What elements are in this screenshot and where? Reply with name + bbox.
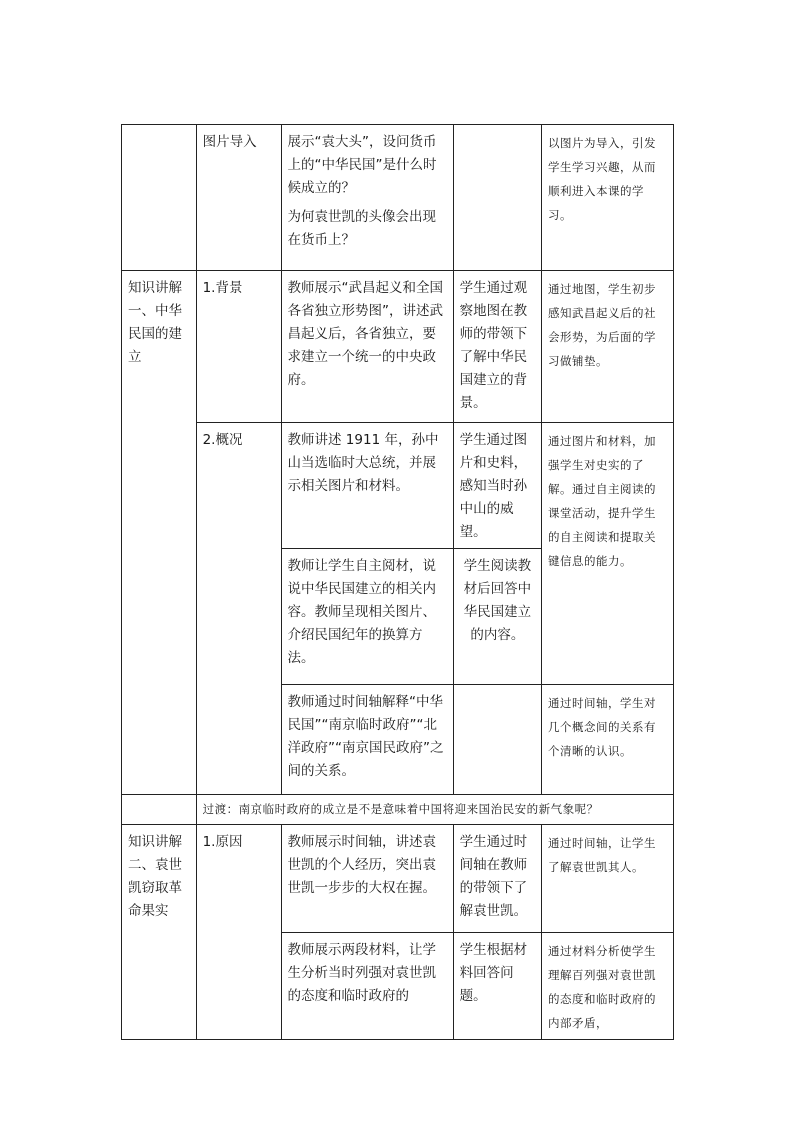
- transition-cell: 过渡：南京临时政府的成立是不是意味着中国将迎来国治民安的新气象呢？: [196, 795, 673, 825]
- student-activity-cell: [453, 685, 541, 795]
- table-row: [122, 423, 674, 549]
- student-activity-cell: 学生根据材料回答问题。: [453, 933, 541, 1040]
- lesson-plan-table: [121, 124, 674, 1040]
- section-cell: [122, 125, 197, 271]
- topic-cell: 图片导入: [196, 125, 281, 271]
- teacher-activity-text: 为何袁世凯的头像会出现在货币上？: [287, 209, 437, 248]
- teacher-activity-cell: 教师展示时间轴，讲述袁世凯的个人经历，突出袁世凯一步步的大权在握。: [281, 825, 453, 933]
- table-row: [122, 795, 674, 825]
- topic-cell: 2.概况: [196, 423, 281, 795]
- student-activity-cell: 学生通过观察地图在教师的带领下了解中华民国建立的背景。: [453, 271, 541, 423]
- teacher-activity-cell: [281, 125, 453, 271]
- topic-cell: 1.原因: [196, 825, 281, 1040]
- table-row: [122, 125, 674, 271]
- section-cell: [122, 795, 197, 825]
- student-activity-cell: 学生通过时间轴在教师的带领下了解袁世凯。: [453, 825, 541, 933]
- design-intent-cell: 通过地图，学生初步感知武昌起义后的社会形势，为后面的学习做铺垫。: [542, 271, 674, 423]
- section-cell: 知识讲解一、中华民国的建立: [122, 271, 197, 795]
- section-cell: 知识讲解二、袁世凯窃取革命果实: [122, 825, 197, 1040]
- teacher-activity-cell: 教师通过时间轴解释“中华民国”“南京临时政府”“北洋政府”“南京国民政府”之间的关系。: [281, 685, 453, 795]
- teacher-activity-cell: 教师让学生自主阅材，说说中华民国建立的相关内容。教师呈现相关图片、介绍民国纪年的换算方法。: [281, 549, 453, 685]
- design-intent-cell: 以图片为导入，引发学生学习兴趣，从而顺利进入本课的学习。: [542, 125, 674, 271]
- teacher-activity-text: 展示“袁大头”，设问货币上的“中华民国”是什么时候成立的？: [287, 134, 437, 196]
- teacher-activity-cell: 教师展示“武昌起义和全国各省独立形势图”，讲述武昌起义后，各省独立，要求建立一个统一的中央政府。: [281, 271, 453, 423]
- table-row: [122, 271, 674, 423]
- student-activity-cell: 学生阅读教材后回答中华民国建立的内容。: [453, 549, 541, 685]
- design-intent-cell: 通过材料分析使学生理解百列强对袁世凯的态度和临时政府的内部矛盾，: [542, 933, 674, 1040]
- student-activity-cell: 学生通过图片和史料，感知当时孙中山的威望。: [453, 423, 541, 549]
- teacher-activity-cell: 教师展示两段材料，让学生分析当时列强对袁世凯的态度和临时政府的: [281, 933, 453, 1040]
- design-intent-cell: 通过图片和材料，加强学生对史实的了解。通过自主阅读的课堂活动，提升学生的自主阅读和提取关键信息的能力。: [542, 423, 674, 685]
- design-intent-cell: 通过时间轴，让学生了解袁世凯其人。: [542, 825, 674, 933]
- design-intent-cell: 通过时间轴，学生对几个概念间的关系有个清晰的认识。: [542, 685, 674, 795]
- table-row: [122, 825, 674, 933]
- teacher-activity-cell: 教师讲述 1911 年，孙中山当选临时大总统，并展示相关图片和材料。: [281, 423, 453, 549]
- topic-cell: 1.背景: [196, 271, 281, 423]
- student-activity-cell: [453, 125, 541, 271]
